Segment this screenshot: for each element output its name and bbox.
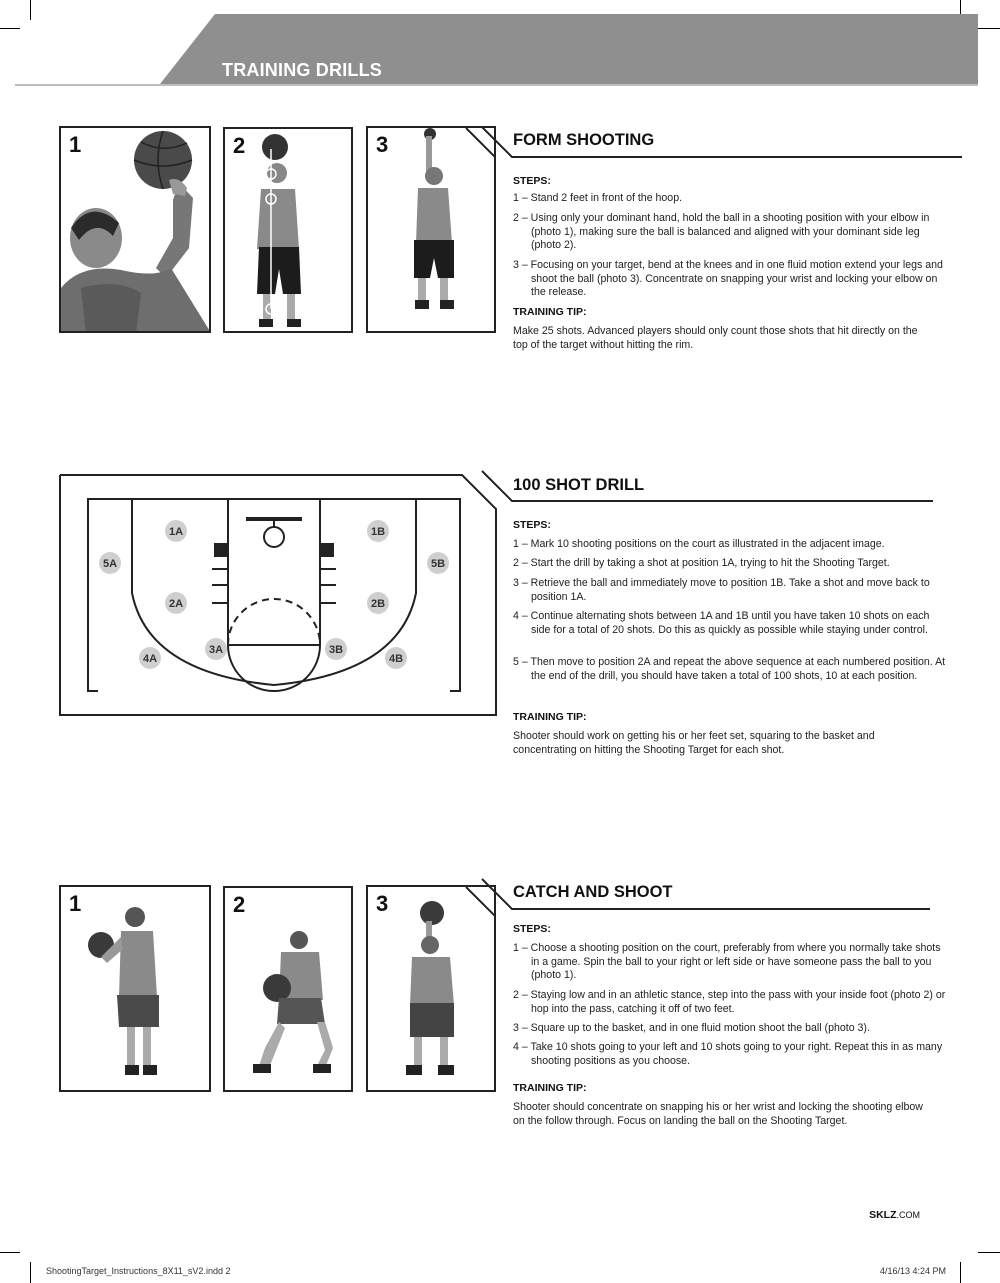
training-tip-label: TRAINING TIP: xyxy=(513,711,587,723)
step-item: 2 – Start the drill by taking a shot at position 1A, trying to hit the Shooting Target. xyxy=(513,557,890,569)
court-position-3b xyxy=(325,638,347,660)
step-item: 3 – Square up to the basket, and in one fluid motion shoot the ball (photo 3). xyxy=(513,1022,870,1034)
svg-text:1B: 1B xyxy=(370,526,386,538)
player-alignment-image xyxy=(225,129,353,333)
svg-text:4B: 4B xyxy=(388,653,404,665)
training-tip-text: Shooter should concentrate on snapping his or her wrist and locking the shooting elbow on the follow through. Focus on landing the ball on the Shooting Target. xyxy=(513,1101,923,1127)
section-title-catch-and-shoot: CATCH AND SHOOT xyxy=(513,883,673,901)
step-item: 3 – Retrieve the ball and immediately move to position 1B. Take a shot and move back to position 1A. xyxy=(513,577,930,603)
training-tip-text: Shooter should work on getting his or her feet set, squaring to the basket and concentrating on hitting the Shooting Target for each shot. xyxy=(513,730,875,756)
catch-and-shoot-photo-3 xyxy=(366,885,496,1092)
svg-text:3A: 3A xyxy=(208,644,224,656)
form-shooting-photo-2 xyxy=(223,127,353,333)
steps-label: STEPS: xyxy=(513,175,551,187)
crop-mark xyxy=(30,1262,31,1283)
photo-number: 1 xyxy=(69,891,82,916)
training-tip-label: TRAINING TIP: xyxy=(513,306,587,318)
brand-name: SKLZ xyxy=(869,1209,897,1221)
photo-number: 3 xyxy=(376,132,389,157)
player-shooting-closeup-image xyxy=(61,128,211,333)
svg-text:2B: 2B xyxy=(370,598,386,610)
step-item: 4 – Continue alternating shots between 1A and 1B until you have taken 10 shots on each side for a total of 20 shots. Do this as quickly as possible while staying under control. xyxy=(513,610,930,636)
court-position-5b xyxy=(427,552,449,574)
crop-mark xyxy=(978,1252,1000,1253)
crop-mark xyxy=(960,1262,961,1283)
catch-and-shoot-photo-2 xyxy=(223,886,353,1092)
svg-text:5B: 5B xyxy=(430,558,446,570)
steps-label: STEPS: xyxy=(513,923,551,935)
form-shooting-photo-3 xyxy=(366,126,496,333)
step-item: 2 – Using only your dominant hand, hold the ball in a shooting position with your elbow in (photo 1), making sure the ball is balanced and aligned with your dominant side leg (photo 2). xyxy=(513,212,930,252)
photo-number: 2 xyxy=(233,892,246,917)
catch-and-shoot-photo-1 xyxy=(59,885,211,1092)
court-position-5a xyxy=(99,552,121,574)
photo-number: 1 xyxy=(69,132,82,157)
brand-domain: .COM xyxy=(896,1210,920,1220)
header-band xyxy=(0,12,1000,92)
court-position-2b xyxy=(367,592,389,614)
svg-text:5A: 5A xyxy=(102,558,118,570)
step-item: 1 – Mark 10 shooting positions on the court as illustrated in the adjacent image. xyxy=(513,538,885,550)
court-position-1a xyxy=(165,520,187,542)
step-item: 1 – Choose a shooting position on the court, preferably from where you normally take shots in a game. Spin the ball to your right or left side or have someone pass the ball to you (photo 1). xyxy=(513,942,941,982)
player-shooting-after-catch-image xyxy=(368,887,496,1092)
crop-mark xyxy=(0,1252,20,1253)
page-title: TRAINING DRILLS xyxy=(222,60,382,80)
section-title-100-shot-drill: 100 SHOT DRILL xyxy=(513,476,645,494)
file-slug: ShootingTarget_Instructions_8X11_sV2.indd 2 xyxy=(46,1266,231,1276)
brand-url xyxy=(869,1209,920,1221)
court-diagram xyxy=(58,473,498,717)
step-item: 3 – Focusing on your target, bend at the knees and in one fluid motion extend your legs and shoot the ball (photo 3). Concentrate on snapping your wrist and locking your elbow on the release. xyxy=(513,259,943,299)
print-timestamp: 4/16/13 4:24 PM xyxy=(880,1266,947,1276)
court-position-4a xyxy=(139,647,161,669)
svg-text:2A: 2A xyxy=(168,598,184,610)
svg-text:4A: 4A xyxy=(142,653,158,665)
training-tip-label: TRAINING TIP: xyxy=(513,1082,587,1094)
section-title-form-shooting: FORM SHOOTING xyxy=(513,131,655,149)
step-item: 4 – Take 10 shots going to your left and 10 shots going to your right. Repeat this in as many shooting positions as you choose. xyxy=(513,1041,943,1067)
steps-label: STEPS: xyxy=(513,519,551,531)
photo-number: 2 xyxy=(233,133,246,158)
training-tip-text: Make 25 shots. Advanced players should only count those shots that hit directly on the top of the target without hitting the rim. xyxy=(513,325,918,351)
form-shooting-photo-1 xyxy=(59,126,211,333)
player-catching-pass-image xyxy=(225,888,353,1092)
svg-text:1A: 1A xyxy=(168,526,184,538)
step-item: 2 – Staying low and in an athletic stance, step into the pass with your inside foot (photo 2) or hop into the pass, catching it off of two feet. xyxy=(513,989,946,1015)
step-item: 5 – Then move to position 2A and repeat the above sequence at each numbered position. At the end of the drill, you should have taken a total of 100 shots, 10 at each position. xyxy=(513,656,946,682)
svg-text:3B: 3B xyxy=(328,644,344,656)
player-spinning-ball-image xyxy=(61,887,211,1092)
court-position-2a xyxy=(165,592,187,614)
photo-number: 3 xyxy=(376,891,389,916)
court-position-3a xyxy=(205,638,227,660)
step-item: 1 – Stand 2 feet in front of the hoop. xyxy=(513,192,683,204)
player-release-image xyxy=(368,128,496,333)
court-position-1b xyxy=(367,520,389,542)
court-position-4b xyxy=(385,647,407,669)
